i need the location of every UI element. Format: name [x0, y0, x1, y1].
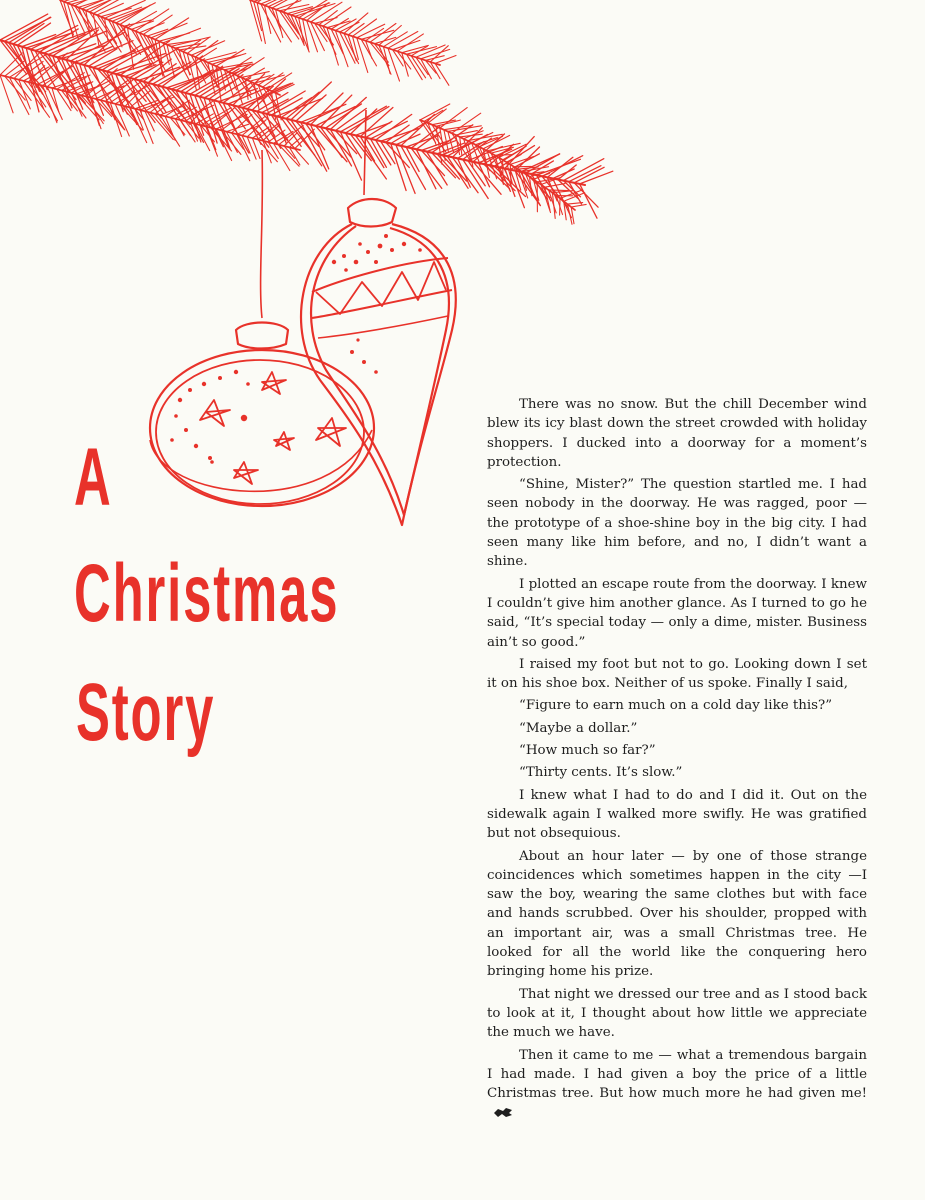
story-paragraph-final — [487, 1046, 867, 1123]
story-dialogue: “How much so far?” — [519, 743, 656, 759]
story-paragraph-text: Then it came to me — what a tremendous bargain I had made. I had given a boy the price of a little Christmas tree. But how much more he had given me! — [487, 1047, 867, 1102]
end-mark-icon — [493, 1107, 513, 1118]
story-paragraph: I plotted an escape route from the doorway. I knew I couldn’t give him another glance. As I turned to go he said, “It’s special today — only a dime, mister. Business ain’t so good.” — [487, 576, 867, 650]
pine-branch-icon — [0, 0, 613, 224]
story-paragraph: “Shine, Mister?” The question startled me. I had seen nobody in the doorway. He was ragged, poor — the prototype of a shoe-shine boy in the big city. I had seen many like him before, and no, I didn’t want a shine. — [487, 477, 867, 570]
story-paragraph: I raised my foot but not to go. Looking down I set it on his shoe box. Neither of us spoke. Finally I said, — [487, 656, 867, 692]
story-dialogue: “Maybe a dollar.” — [519, 720, 638, 736]
story-paragraph: That night we dressed our tree and as I stood back to look at it, I thought about how little we appreciate the much we have. — [487, 986, 867, 1041]
round-ornament-icon — [150, 323, 374, 507]
story-body — [487, 395, 867, 1126]
title-line-story: Story — [76, 667, 216, 758]
title-line-a: A — [74, 432, 111, 523]
story-paragraph: There was no snow. But the chill December wind blew its icy blast down the street crowded with holiday shoppers. I ducked into a doorway for a moment’s protection. — [487, 397, 867, 470]
story-paragraph: I knew what I had to do and I did it. Out on the sidewalk again I walked more swifly. He was gratified but not obsequious. — [487, 787, 867, 842]
title-line-christmas: Christmas — [74, 548, 340, 639]
story-paragraph: About an hour later — by one of those strange coincidences which sometimes happen in the city —I saw the boy, wearing the same clothes but with face and hands scrubbed. Over his shoulder, propped with an important air, was a small Christmas tree. He looked for all the world like the conquering hero bringing home his prize. — [487, 848, 867, 980]
story-dialogue: “Figure to earn much on a cold day like this?” — [519, 698, 833, 714]
story-dialogue: “Thirty cents. It’s slow.” — [519, 765, 683, 781]
